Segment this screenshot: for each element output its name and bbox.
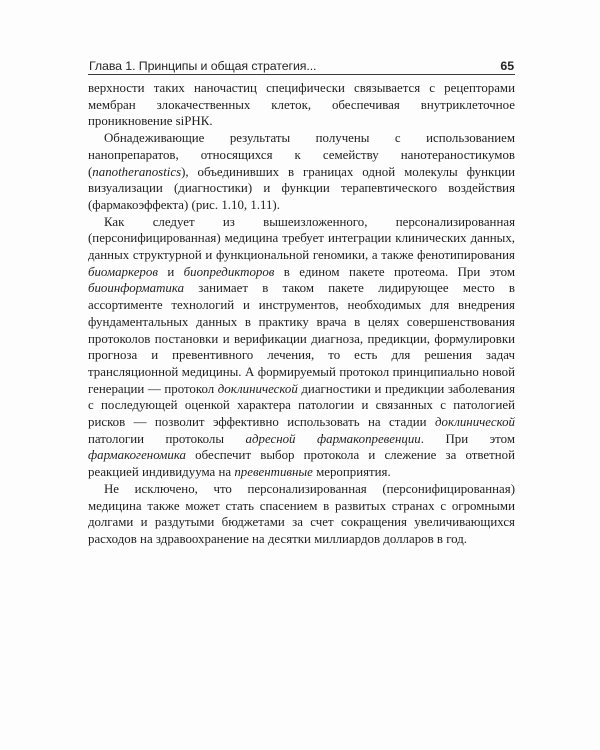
- italic-term: доклинической: [434, 415, 515, 430]
- text-run: в едином пакете протеома. При этом: [274, 264, 515, 279]
- text-run: и: [157, 264, 184, 279]
- italic-term: фармакогеномика: [88, 448, 186, 463]
- italic-term: адресной фармакопревенции: [245, 431, 421, 446]
- body-text: [88, 80, 515, 548]
- running-title: Глава 1. Принципы и общая стратегия...: [89, 59, 317, 73]
- paragraph-2: [88, 130, 515, 214]
- text-run: . При этом: [420, 431, 515, 446]
- running-header: [89, 53, 514, 73]
- text-run: мероприятия.: [312, 465, 391, 480]
- text-run: обеспечит выбор протокола и слежение за ответной реакцией индивидуума на: [88, 448, 515, 480]
- text-run: диагностики и предикции заболевания с последующей оценкой характера патологии и связанных с патологией рисков — позволит эффективно использовать на стадии: [88, 381, 516, 430]
- paragraph-4: [88, 481, 515, 548]
- text-run: ), объединивших в границах одной молекулы функции визуализации (диагностики) и функции терапевтического воздействия (фармакоэффекта) (рис. 1.10, 1.11).: [88, 164, 515, 212]
- paragraph-1: [88, 80, 515, 130]
- italic-term: доклинической: [217, 381, 298, 396]
- paragraph-3: [88, 214, 515, 481]
- italic-term: биоинформатика: [88, 281, 185, 296]
- italic-term: nanotheranostics: [92, 164, 182, 179]
- text-run: занимает в таком пакете лидирующее место в ассортименте технологий и инструментов, необходимых для внедрения фундаментальных данных в практику врача в целях совершенствования протоколов постановки и верификации диагноза, предикции, формулировки прогноза и превентивного лечения, то есть для решения задач трансляционной медицины. А формируемый протокол принципиально новой генерации — протокол: [88, 281, 515, 396]
- italic-term: биомаркеров: [88, 264, 158, 279]
- italic-term: превентивные: [234, 465, 313, 480]
- italic-term: биопредикторов: [183, 264, 275, 279]
- page-number: 65: [500, 59, 514, 73]
- text-run: Обнадеживающие результаты получены с использованием нанопрепаратов, относящихся к семейству нанотераностикумов (: [88, 131, 515, 179]
- header-rule: [88, 74, 515, 75]
- text-run: Как следует из вышеизложенного, персонализированная (персонифицированная) медицина требует интеграции клинических данных, данных структурной и функциональной геномики, а также фенотипирования: [88, 214, 515, 263]
- text-run: патологии протоколы: [88, 431, 246, 446]
- text-run: верхности таких наночастиц специфически связывается с рецепторами мембран злокачественных клеток, обеспечивая внутриклеточное проникновение siРНК.: [88, 81, 515, 129]
- text-run: Не исключено, что персонализированная (персонифицированная) медицина также может стать спасением в развитых странах с огромными долгами и раздутыми бюджетами за счет сокращения увеличивающихся расходов на здравоохранение на десятки миллиардов долларов в год.: [88, 481, 515, 546]
